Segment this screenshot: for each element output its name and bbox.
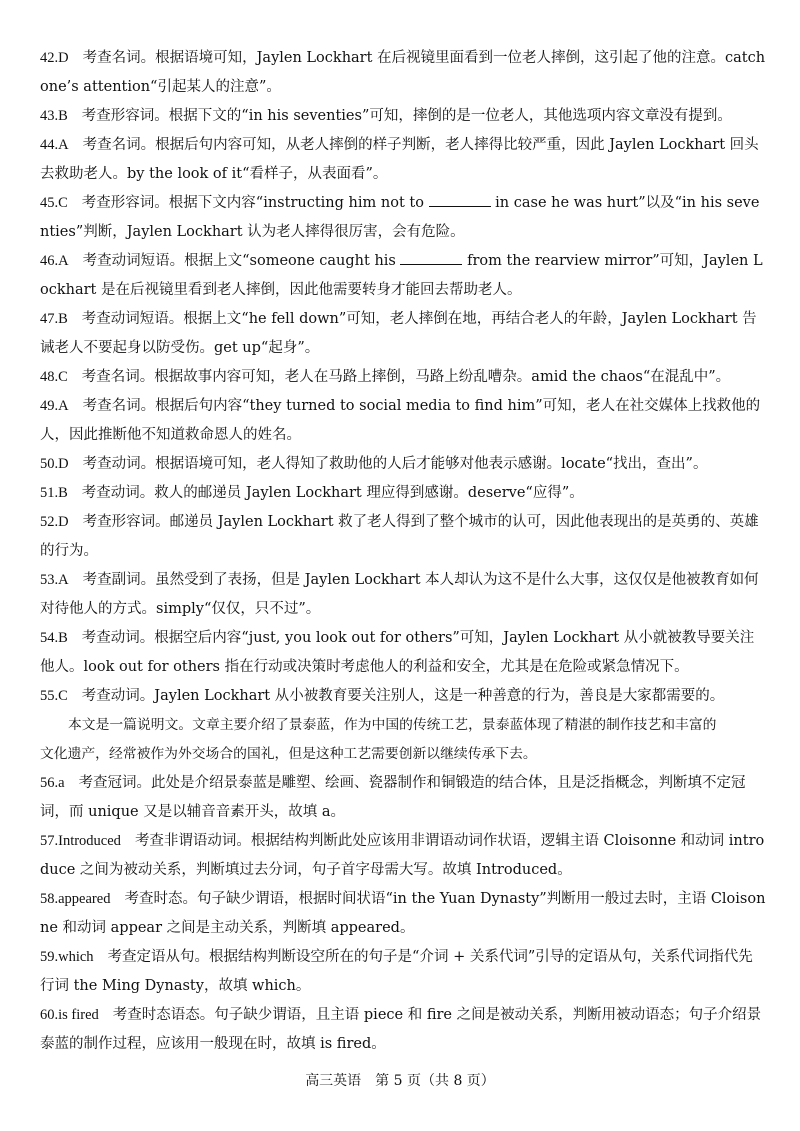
answer-letter: B [58,485,68,501]
question-number: 59. [40,949,59,965]
answer-item [40,44,766,102]
answer-letter: A [58,572,69,588]
explanation-text: 考查形容词。邮递员 Jaylen Lockhart 救了老人得到了整个城市的认可，因此他表现出的是英勇的、英雄的行为。 [40,514,759,559]
question-number: 44. [40,137,59,153]
explanation-text: 考查动词。根据空后内容“just, you look out for others”可知，Jaylen Lockhart 从小就被教导要关注他人。look out for others 指在行动或决策时考虑他人的利益和安全，尤其是在危险或紧急情况下。 [40,630,755,675]
explanation-text: 考查定语从句。根据结构判断设空所在的句子是“介词 + 关系代词”引导的定语从句，关系代词指代先行词 the Ming Dynasty，故填 which。 [40,949,753,994]
answer-letter: B [58,630,68,646]
answer-letter: D [58,50,69,66]
answer-item [40,624,766,682]
explanation-text: 考查冠词。此处是介绍景泰蓝是雕塑、绘画、瓷器制作和铜锻造的结合体，且是泛指概念，判断填不定冠词，而 unique 又是以辅音音素开头，故填 a。 [40,775,746,820]
explanation-text: 考查形容词。根据下文的“in his seventies”可知，摔倒的是一位老人，其他选项内容文章没有提到。 [81,108,732,124]
answer-list-grammar [40,769,766,1059]
question-number: 58. [40,891,59,907]
explanation-text: 考查名词。根据语境可知，Jaylen Lockhart 在后视镜里面看到一位老人摔倒，这引起了他的注意。catch one’s attention“引起某人的注意”。 [40,50,766,95]
answer-letter: C [58,688,68,704]
answer-letter: C [58,369,68,385]
explanation-text: 考查副词。虽然受到了表扬，但是 Jaylen Lockhart 本人却认为这不是什么大事，这仅仅是他被教育如何对待他人的方式。simply“仅仅，只不过”。 [40,572,759,617]
answer-letter: A [58,137,69,153]
question-number: 45. [40,195,59,211]
answer-item [40,392,766,450]
answer-letter: Introduced [58,833,121,849]
answer-letter: B [58,108,68,124]
answer-item [40,682,766,711]
question-number: 55. [40,688,59,704]
blank-line [400,250,462,265]
explanation-text: 考查动词。根据语境可知，老人得知了救助他的人后才能够对他表示感谢。locate“找出，查出”。 [82,456,708,472]
explanation-text: 考查名词。根据故事内容可知，老人在马路上摔倒，马路上纷乱嘈杂。amid the chaos“在混乱中”。 [81,369,731,385]
explanation-text: 考查动词。Jaylen Lockhart 从小被教育要关注别人，这是一种善意的行为，善良是大家都需要的。 [81,688,725,704]
passage-summary-line-1: 本文是一篇说明文。文章主要介绍了景泰蓝，作为中国的传统工艺，景泰蓝体现了精湛的制作技艺和丰富的 [68,717,717,733]
explanation-text: 考查动词短语。根据上文“someone caught his [82,253,401,269]
answer-item [40,943,766,1001]
question-number: 53. [40,572,59,588]
question-number: 49. [40,398,59,414]
answer-item [40,566,766,624]
answer-letter: appeared [58,891,111,907]
question-number: 51. [40,485,59,501]
question-number: 42. [40,50,59,66]
answer-item [40,131,766,189]
explanation-text: from the rearview mirror”可知，Jaylen Lockhart 是在后视镜里看到老人摔倒，因此他需要转身才能回去帮助老人。 [40,253,763,298]
answer-letter: is fired [58,1007,99,1023]
explanation-text: in case he was hurt”以及“in his seventies”判断，Jaylen Lockhart 认为老人摔得很厉害，会有危险。 [40,195,760,240]
answer-letter: C [58,195,68,211]
answer-item [40,827,766,885]
answer-item [40,305,766,363]
answer-letter: which [58,949,94,965]
answer-item [40,769,766,827]
answer-letter: B [58,311,68,327]
question-number: 48. [40,369,59,385]
explanation-text: 考查动词。救人的邮递员 Jaylen Lockhart 理应得到感谢。deserve“应得”。 [81,485,584,501]
question-number: 57. [40,833,59,849]
answer-item [40,508,766,566]
answer-list-cloze [40,44,766,711]
explanation-text: 考查形容词。根据下文内容“instructing him not to [81,195,429,211]
answer-letter: D [58,456,69,472]
answer-item [40,479,766,508]
question-number: 54. [40,630,59,646]
question-number: 56. [40,775,59,791]
page-footer: 高三英语 第 5 页（共 8 页） [305,1073,495,1089]
answer-item [40,1001,766,1059]
explanation-text: 考查名词。根据后句内容“they turned to social media to find him”可知，老人在社交媒体上找救他的人，因此推断他不知道救命恩人的姓名。 [40,398,761,443]
answer-item [40,102,766,131]
explanation-text: 考查非谓语动词。根据结构判断此处应该用非谓语动词作状语，逻辑主语 Cloisonne 和动词 introduce 之间为被动关系，判断填过去分词，句子首字母需大写。故填 Introduced。 [40,833,765,878]
answer-item [40,189,766,247]
blank-line [429,192,491,207]
answer-letter: a [58,775,65,791]
answer-letter: A [58,398,69,414]
question-number: 52. [40,514,59,530]
explanation-text: 考查时态。句子缺少谓语，根据时间状语“in the Yuan Dynasty”判断用一般过去时，主语 Cloisonne 和动词 appear 之间是主动关系，判断填 appeared。 [40,891,766,936]
question-number: 43. [40,108,59,124]
answer-letter: A [58,253,69,269]
answer-item [40,885,766,943]
answer-item [40,247,766,305]
question-number: 50. [40,456,59,472]
explanation-text: 考查时态语态。句子缺少谓语，且主语 piece 和 fire 之间是被动关系，判断用被动语态；句子介绍景泰蓝的制作过程，应该用一般现在时，故填 is fired。 [40,1007,762,1052]
question-number: 60. [40,1007,59,1023]
answer-item [40,363,766,392]
answer-letter: D [58,514,69,530]
passage-summary-line-2: 文化遗产，经常被作为外交场合的国礼，但是这种工艺需要创新以继续传承下去。 [40,746,537,762]
answer-item [40,450,766,479]
explanation-text: 考查名词。根据后句内容可知，从老人摔倒的样子判断，老人摔得比较严重，因此 Jaylen Lockhart 回头去救助老人。by the look of it“看样子，从表面看”。 [40,137,759,182]
explanation-text: 考查动词短语。根据上文“he fell down”可知，老人摔倒在地，再结合老人的年龄，Jaylen Lockhart 告诫老人不要起身以防受伤。get up“起身”。 [40,311,757,356]
question-number: 47. [40,311,59,327]
question-number: 46. [40,253,59,269]
page-content [40,44,766,1059]
